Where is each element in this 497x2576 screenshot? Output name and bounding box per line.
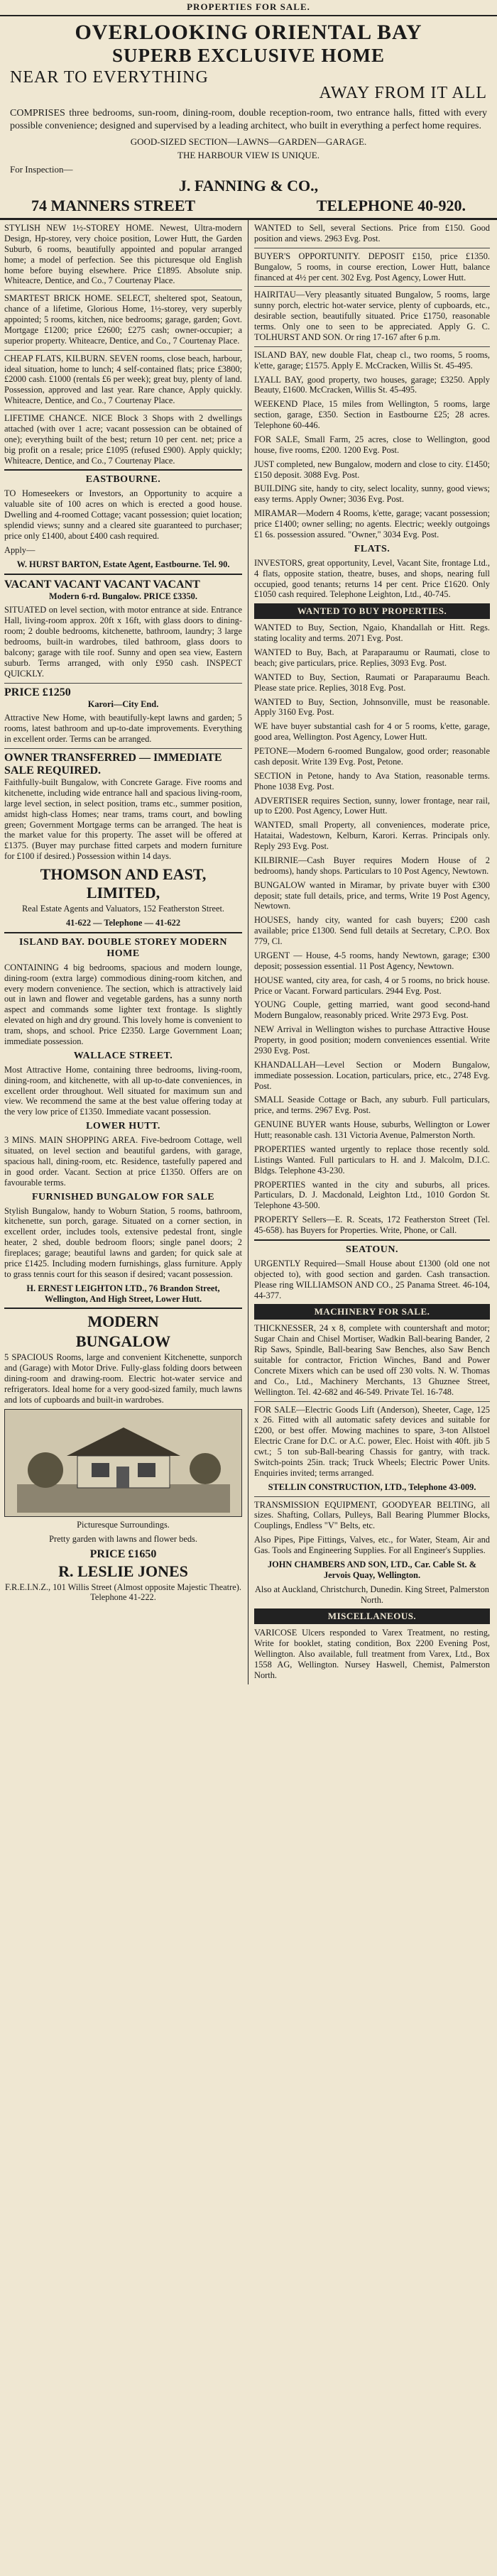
wallace-body: Most Attractive Home, containing three bedrooms, living-room, dining-room, and kitchenette, with all up-to-date conveniences, in excellent order throughout. Well situated for maximum sun and view. We recommend the same at the best value offering today at the very low price of £1350. Immediate vacant possession. xyxy=(4,1064,242,1117)
chambers-firm: JOHN CHAMBERS AND SON, LTD., Car. Cable St. & Jervois Quay, Wellington. xyxy=(267,1559,477,1580)
island-bay-body: CONTAINING 4 big bedrooms, spacious and modern lounge, dining-room (extra large) commodious dining-room kitchen, and every modern convenience. The section, which is attractively laid out in lawn and flower and vegetable gardens, has a sunny north aspect and commands some lighter text frontage. Is slightly elevated on high and dry ground. This lovely home is convenient to tram, shops, and school. Price £2350. Large Government Loan; immediate possession. xyxy=(4,962,242,1046)
firm-telephone: 41-622 — Telephone — 41-622 xyxy=(65,917,181,928)
flats-heading: FLATS. xyxy=(354,543,390,554)
wanted-11: BUNGALOW wanted in Miramar, by private buyer with £300 deposit; state full details, price, and terms, Write 19 Post Agency, Newtown. xyxy=(254,879,490,911)
misc-1: VARICOSE Ulcers responded to Varex Treatment, no resting, Write for booklet, stating condition, Box 2200 Evening Post, Wellington. Also available, full treatment from Varex, Ltd., Box 1558 AG, Wellington. Nursey Haswell, Chemist, Palmerston North. xyxy=(254,1628,490,1680)
wanted-2: WANTED to Buy, Bach, at Paraparaumu or Raumati, close to beach; give particulars, price. Replies, 3093 Evg. Post. xyxy=(254,647,490,668)
vacant-heading: VACANT VACANT VACANT VACANT xyxy=(4,578,200,591)
vacant-body: SITUATED on level section, with motor entrance at side. Entrance Hall, living-room approx. 20ft x 16ft, with glass doors to dining-room; 2 double bedrooms, kitchenette, bathroom, laundry; 3 large bedrooms, built-in wardrobes, tiled bathroom, glass doors to balcony; garage with tile roof. Sunny and open sea view, Eastern suburb. Terms arranged, with only £950 cash. INSPECT QUICKLY. xyxy=(4,605,242,679)
wanted-6: PETONE—Modern 6-roomed Bungalow, good order; reasonable cash deposit. Write 139 Evg. Post, Petone. xyxy=(254,746,490,767)
ad-r5: LYALL BAY, good property, two houses, garage; £3250. Apply Beauty, £1600. McCracken, Willis St. 45-495. xyxy=(254,374,490,395)
wanted-15: YOUNG Couple, getting married, want good second-hand Modern Bungalow, reasonably priced. Write 2973 Evg. Post. xyxy=(254,999,490,1021)
wanted-5: WE have buyer substantial cash for 4 or 5 rooms, k'ette, garage, good area, Wellington. Post Agency, Lower Hutt. xyxy=(254,721,490,742)
stellin-firm: STELLIN CONSTRUCTION, LTD., Telephone 43-009. xyxy=(268,1481,476,1492)
wanted-14: HOUSE wanted, city area, for cash, 4 or 5 rooms, no brick house. Price or Vacant. Forward particulars. 2944 Evg. Post. xyxy=(254,975,490,996)
eastbourne-body: TO Homeseekers or Investors, an Opportunity to acquire a valuable site of 100 acres on which is erected a good house. Dwelling and 4-roomed Cottage; vacant possession; quiet location; splendid views; sunny and a cleared site guaranteed to purchaser; price only £1400, about £400 cash required. xyxy=(4,488,242,541)
machinery-heading: MACHINERY FOR SALE. xyxy=(254,1304,490,1320)
ad-r9: BUILDING site, handy to city, select locality, sunny, good views; easy terms. Apply Owner; 3036 Evg. Post. xyxy=(254,483,490,505)
ad-r8: JUST completed, new Bungalow, modern and close to city. £1450; £150 deposit. 3088 Evg. Post. xyxy=(254,459,490,480)
banner-line1: OVERLOOKING ORIENTAL BAY xyxy=(75,21,422,44)
ad-r7: FOR SALE, Small Farm, 25 acres, close to Wellington, good house, five rooms, £200. 1200 Evg. Post. xyxy=(254,434,490,455)
wanted-3: WANTED to Buy, Section, Raumati or Paraparaumu Beach. Please state price. Replies, 3018 Evg. Post. xyxy=(254,672,490,693)
wanted-heading: WANTED TO BUY PROPERTIES. xyxy=(254,603,490,619)
ad-r6: WEEKEND Place, 15 miles from Wellington, 5 rooms, large section, garage, £350. Section in Eastbourne £25; 28 acres. Telephone 60-446. xyxy=(254,399,490,430)
ad-r4: ISLAND BAY, new double Flat, cheap cl., two rooms, 5 rooms, k'ette, garage; £1575. Apply E. McCracken, Willis St. 45-495. xyxy=(254,349,490,371)
wanted-18: SMALL Seaside Cottage or Bach, any suburb. Full particulars, price, and terms. 2967 Evg. Post. xyxy=(254,1095,490,1116)
price-heading: PRICE £1250 xyxy=(4,686,71,698)
wanted-19: GENUINE BUYER wants House, suburbs, Wellington or Lower Hutt; reasonable cash. 131 Victoria Avenue, Palmerston North. xyxy=(254,1119,490,1140)
ad-r10: MIRAMAR—Modern 4 Rooms, k'ette, garage; vacant possession; price £1400; owner selling; no agents. Electric; weekly outgoings £1 6s. possession assured. "Owner," 3034 Evg. Post. xyxy=(254,508,490,539)
banner-slogan xyxy=(10,68,487,103)
ad-stylish-home: STYLISH NEW 1½-STOREY HOME. Newest, Ultra-modern Design, Hp-storey, very choice position, Lower Hutt, the Garden Suburb, 6 rooms, beautifully appointed and popular arranged home; a model of perfection. See this picturesque old English home before buying elsewhere. Price £1895. Absolute snip. Whiteacre, Dentice, and Co., 7 Courtenay Place. xyxy=(4,223,242,286)
wanted-1: WANTED to Buy, Section, Ngaio, Khandallah or Hitt. Regs. stating locality and terms. 2071 Evg. Post. xyxy=(254,623,490,644)
eastbourne-apply: Apply— xyxy=(4,544,36,555)
wanted-7: SECTION in Petone, handy to Ava Station, reasonable terms. Phone 1038 Evg. Post. xyxy=(254,770,490,791)
misc-heading: MISCELLANEOUS. xyxy=(254,1608,490,1624)
wanted-9: WANTED, small Property, all conveniences, moderate price, Hataitai, Wadestown, Kelburn, Karori. Kerras. Principals only. Reply 293 Evg. Post. xyxy=(254,820,490,851)
house-photo xyxy=(4,1409,242,1517)
wanted-17: KHANDALLAH—Level Section or Modern Bungalow, immediate possession. Location, particulars, price, etc., 2748 Evg. Post. xyxy=(254,1059,490,1091)
pretty-garden: Pretty garden with lawns and flower beds. xyxy=(49,1533,197,1544)
machinery-1: THICKNESSER, 24 x 8, complete with countershaft and motor; Sugar Chain and Chisel Mortiser, Wadkin Ball-bearing Bander, 2 Rip Saws, Spindle, Ball-bearing Saw Benches, also Saw Bench suitable for contractor, Friction Winches, Band and Power Concrete Mixers which can be used off 230 volts. N. W. Thomas and Co., Ltd., Machinery Merchants, 13 Ghuznee Street, Wellington. Tel. 42-682 and 46-549. Private Tel. 16-748. xyxy=(254,1323,490,1397)
banner-line2: SUPERB EXCLUSIVE HOME xyxy=(111,45,386,66)
banner-sub2: THE HARBOUR VIEW IS UNIQUE. xyxy=(178,150,320,160)
lower-hutt-body: 3 MINS. MAIN SHOPPING AREA. Five-bedroom Cottage, well situated, on level section and beautiful gardens, with garage, spacious hall, dining-room, etc. Residence, tastefully papered and in good order. Vacant. Section at price £1350. Offers are on favourable terms. xyxy=(4,1135,242,1188)
leslie-sub: F.R.E.I.N.Z., 101 Willis Street (Almost opposite Majestic Theatre). Telephone 41-222. xyxy=(5,1582,241,1603)
vacant-detail: Modern 6-rd. Bungalow. PRICE £3350. xyxy=(49,591,197,601)
spacious-body: 5 SPACIOUS Rooms, large and convenient Kitchenette, sunporch and (Garage) with Motor Drive. Fully-glass folding doors between dining-room and drawing-room. Electric hot-water service and refrigerators. Ideal home for a very good-sized family, much lawns and lots of cupboards and built-in wardrobes. xyxy=(4,1352,242,1405)
firm-sub: Real Estate Agents and Valuators, 152 Featherston Street. xyxy=(21,904,225,914)
house-illustration xyxy=(17,1413,230,1513)
banner-phone: TELEPHONE 40-920. xyxy=(316,197,466,214)
owner-body: Faithfully-built Bungalow, with Concrete Garage. Five rooms and kitchenette, including wide entrance hall and spacious living-room, large level section, in select position, trams etc., summer position, amidst high-class Homes; near trams, trams court, and bowling green; Government Mortgage terms can be arranged. The heat is the market value for this property. The asset will be offered at £1375. (Buyer may purchase fitted carpets and modern furniture for £100 if desired.) Possession within 14 days. xyxy=(4,777,242,862)
furnished-heading: FURNISHED BUNGALOW FOR SALE xyxy=(31,1191,215,1202)
banner-slogan-left: NEAR TO EVERYTHING xyxy=(10,68,209,87)
transmission-also: Also Pipes, Pipe Fittings, Valves, etc., for Water, Steam, Air and Gas. Tools and Engineering Supplies. For all Engineer's Supplies. xyxy=(254,1535,490,1555)
furnished-body: Stylish Bungalow, handy to Woburn Station, 5 rooms, bathroom, kitchenette, sun porch, garage. Situated on a corner section, in excellent order, includes tools, extensive pedestal front, single heater, 2 shed, double bedroom floors; single panel doors; 2 fireplaces; garage; beautiful lawns and garden; for quick sale at price £1425. Including modern furnishings, glass furniture. Apply to grass tennis court for this season if desired; vacant possession. xyxy=(4,1205,242,1279)
wanted-20: PROPERTIES wanted urgently to replace those recently sold. Listings Wanted. Full particulars to H. and J. Malcolm, D.I.C. Bldgs. Telephone 43-230. xyxy=(254,1144,490,1175)
island-bay-heading: ISLAND BAY. DOUBLE STOREY MODERN HOME xyxy=(18,936,228,959)
transmission-body: TRANSMISSION EQUIPMENT, GOODYEAR BELTING, all sizes. Shafting, Collars, Pulleys, Ball Bearing Plummer Blocks, Couplings, Endless "V" Belts, etc. xyxy=(254,1499,490,1531)
modern-heading: MODERN xyxy=(87,1312,159,1331)
wanted-4: WANTED to Buy, Section, Johnsonville, must be reasonable. Apply 3160 Evg. Post. xyxy=(254,696,490,718)
banner-agent: J. FANNING & CO., xyxy=(178,177,319,194)
wallace-heading: WALLACE STREET. xyxy=(73,1050,173,1061)
owner-heading: OWNER TRANSFERRED — IMMEDIATE SALE REQUIRED. xyxy=(4,752,222,777)
wanted-21: PROPERTIES wanted in the city and suburbs, all prices. Particulars, D. J. Macdonald, Leighton Ltd., 1010 Gordon St. Telephone 43-500. xyxy=(254,1179,490,1211)
banner-inspect: For Inspection— xyxy=(10,164,73,175)
ad-lifetime-chance: LIFETIME CHANCE. NICE Block 3 Shops with 2 dwellings attached (with over 1 acre; vacant possession can be obtained of one); everything built of the best; return 10 per cent. net; price a big profit on a resale; price £1095 (refused £900). Apply quickly; Whiteacre, Dentice, and Co., 7 Courtenay Place. xyxy=(4,413,242,466)
section-header: PROPERTIES FOR SALE. xyxy=(0,0,497,16)
eastbourne-agent: W. HURST BARTON, Estate Agent, Eastbourne. Tel. 90. xyxy=(16,559,230,569)
seatoun-heading: SEATOUN. xyxy=(346,1244,398,1255)
wanted-13: URGENT — House, 4-5 rooms, handy Newtown, garage; £300 deposit; possession essential. 11 Post Agency, Newtown. xyxy=(254,950,490,971)
chambers-sub: Also at Auckland, Christchurch, Dunedin. King Street, Palmerston North. xyxy=(254,1584,490,1605)
wanted-16: NEW Arrival in Wellington wishes to purchase Attractive House Property, in good position; modern conveniences essential. Write 2930 Evg. Post. xyxy=(254,1024,490,1056)
eastbourne-heading: EASTBOURNE. xyxy=(85,474,161,486)
banner-contact xyxy=(10,197,487,215)
ad-r3: HAIRITAU—Very pleasantly situated Bungalow, 5 rooms, large sunny porch, electric hot-water service, plenty of cupboards, etc., desirable section, beautifully situated. Price £1750, reasonable terms. Only one to seen to be appreciated. Apply G. C. TOLHURST AND SON. Or ring 17-167 after 6 p.m. xyxy=(254,290,490,342)
firm-name: THOMSON AND EAST, LIMITED, xyxy=(40,865,207,901)
ad-r2: BUYER'S OPPORTUNITY. DEPOSIT £150, price £1350. Bungalow, 5 rooms, in course erection, Lower Hutt, balance financed at 4½ per cent. 302 Evg. Post Agency, Lower Hutt. xyxy=(254,251,490,283)
left-column xyxy=(0,220,248,1684)
feature-advertisement xyxy=(0,16,497,219)
seatoun-body: URGENTLY Required—Small House about £1300 (old one not objected to), with good section and garden. Cash transaction. Please ring WILLIAMSON AND CO., 25 Panama Street. 46-104, 44-377. xyxy=(254,1258,490,1300)
right-column xyxy=(248,220,496,1684)
flats-body: INVESTORS, great opportunity, Level, Vacant Site, frontage Ltd., 4 flats, opposite station, theatre, buses, and shops, nearing full occupied, good tenants; returns 14 per cent. Price £1620. Only £1050 cash required. Telephone Leighton, Ltd., 40-745. xyxy=(254,557,490,600)
wanted-22: PROPERTY Sellers—E. R. Sceats, 172 Featherston Street (Tel. 45-658). has Buyers for Properties. Write, Phone, or Call. xyxy=(254,1215,490,1235)
picture-caption: Picturesque Surroundings. xyxy=(77,1519,170,1530)
wanted-10: KILBIRNIE—Cash Buyer requires Modern House of 2 bedrooms), handy shops. Particulars to 10 Post Agency, Newtown. xyxy=(254,855,490,876)
bungalow-heading: BUNGALOW xyxy=(75,1332,171,1351)
karori-body: Attractive New Home, with beautifully-kept lawns and garden; 5 rooms, latest bathroom and up-to-date improvements. Everything in excellent order. Terms can be arranged. xyxy=(4,713,242,745)
banner-slogan-right: AWAY FROM IT ALL xyxy=(319,84,487,102)
wanted-12: HOUSES, handy city, wanted for cash buyers; £200 cash available; price £1300. Send full details at Secretary, C.P.O. Box 779, Cl. xyxy=(254,915,490,946)
leighton-agent: H. ERNEST LEIGHTON LTD., 76 Brandon Street, Wellington, And High Street, Lower Hutt. xyxy=(26,1283,220,1304)
ad-r1: WANTED to Sell, several Sections. Price from £150. Good position and views. 2963 Evg. Post. xyxy=(254,223,490,243)
leslie-name: R. LESLIE JONES xyxy=(58,1562,188,1580)
karori-heading: Karori—City End. xyxy=(87,698,159,709)
ad-cheap-flats: CHEAP FLATS, KILBURN. SEVEN rooms, close beach, harbour, ideal situation, home to lunch; 4 self-contained flats; price £3800; £2000 cash. £1000 (rentals £6 per week); great buy, plenty of land. Possession, approved and last year. Rare chance, Apply quickly. Whiteacre, Dentice, and Co., 7 Courtenay Place. xyxy=(4,353,242,406)
banner-address: 74 MANNERS STREET xyxy=(31,197,196,214)
lower-hutt-heading: LOWER HUTT. xyxy=(86,1121,160,1132)
banner-sub1: GOOD-SIZED SECTION—LAWNS—GARDEN—GARAGE. xyxy=(130,136,367,147)
machinery-2: FOR SALE—Electric Goods Lift (Anderson), Sheeter, Cage, 125 x 26. Fitted with all automatic safety devices and suitable for £200, or best offer. Mowing machines to spare, 3-ton Allstoel Electric Crane for D.C. or A.C. power, Elec. Hoist with 40ft. jib 5 cwt.; 5 ton sub-Ball-bearing Chassis for gantry, with track. Switch-points 25in. track; Truck Wheels; Electric Power Units. Enquiries invited; terms arranged. xyxy=(254,1404,490,1478)
banner-body: COMPRISES three bedrooms, sun-room, dining-room, double reception-room, two entrance halls, fitted with every possible convenience; designed and supervised by a leading architect, who built in everything a perfect home requires. xyxy=(10,108,487,131)
ad-smartest-brick: SMARTEST BRICK HOME. SELECT, sheltered spot, Seatoun, chance of a lifetime, Glorious Home, 1½-storey, very superbly appointed; 5 rooms, kitchen, nice bedrooms; garage, garden; Govt. Mortgage £1200; price £2600; £275 cash; owner-occupier; a superior property. Whiteacre, Dentice, and Co., 7 Courtenay Place. xyxy=(4,293,242,346)
wanted-8: ADVERTISER requires Section, sunny, lower frontage, near rail, up to £200. Post Agency, Lower Hutt. xyxy=(254,795,490,816)
price-a: PRICE £1650 xyxy=(89,1547,157,1560)
